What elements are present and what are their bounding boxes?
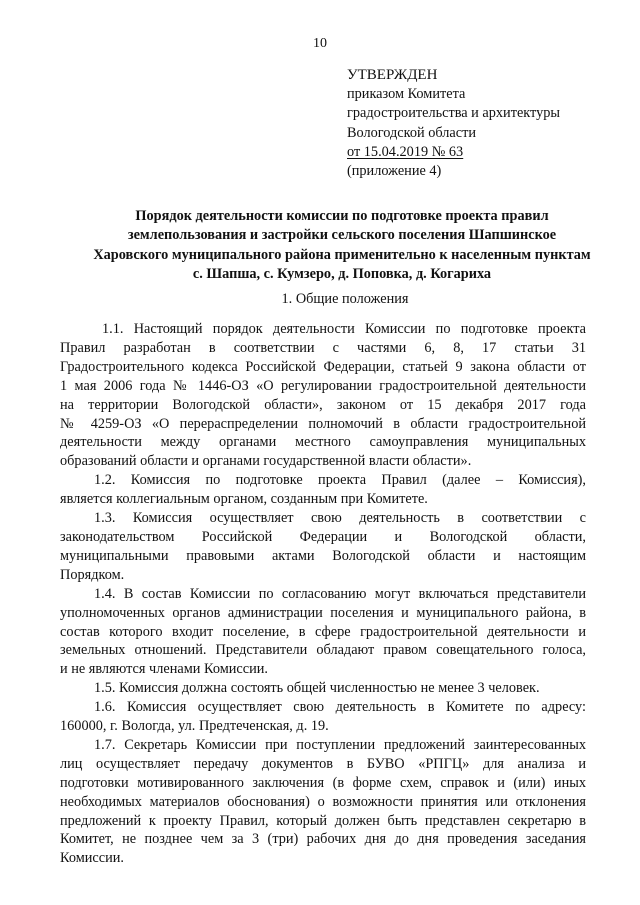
text-line: предложений к проекту Правил, который должен быть представлен секретарю в [60,812,586,829]
text-line: земельных отношений. Представители обладают правом совещательного голоса, [60,642,586,659]
section-heading: 1. Общие положения [281,291,409,307]
approval-title: УТВЕРЖДЕН [347,67,438,83]
text-line: деятельности между органами местного самоуправления муниципальных [60,434,586,451]
approval-line: Вологодской области [347,124,477,141]
text-line: необходимых материалов обоснования) о возможности принятия или отклонения [60,793,586,810]
paragraph-1-1 [60,320,586,471]
title-line: с. Шапша, с. Кумзеро, д. Поповка, д. Когариха [192,266,492,283]
text-line: уполномоченных органов администрации поселения и муниципального района, в [60,604,586,621]
title-line: землепользования и застройки сельского поселения Шапшинское [127,227,557,244]
text-line: 1 мая 2006 года № 1446-ОЗ «О регулировании градостроительной деятельности [60,377,586,394]
text-line: № 4259-ОЗ «О перераспределении полномочий в области градостроительной [60,415,586,432]
text-line: законодательством Российской Федерации и Вологодской области, [60,528,586,545]
text-line: 1.6. Комиссия осуществляет свою деятельность в Комитете по адресу: [94,699,586,716]
text-line: 160000, г. Вологда, ул. Предтеченская, д. 19. [60,718,329,735]
paragraph-1-7 [60,736,586,868]
paragraph-1-2 [60,471,586,509]
title-line: Порядок деятельности комиссии по подготовке проекта правил [135,208,549,224]
text-line: Комитет, не позднее чем за 3 (три) рабочих дня до дня проведения заседания [60,831,586,848]
document-title [80,207,604,285]
approval-line: градостроительства и архитектуры [347,105,561,122]
text-line: Комиссии. [60,850,124,867]
text-line: на территории Вологодской области», законом от 15 декабря 2017 года [60,396,586,413]
page-number: 10 [313,36,327,51]
approval-order-date: от 15.04.2019 № 63 [347,143,464,160]
text-line: Градостроительного кодекса Российской Федерации, статьей 9 закона области от [60,358,586,375]
text-line: лиц осуществляет передачу документов в БУВО «РПГЦ» для анализа и [60,755,586,772]
approval-block [347,66,560,181]
document-body [60,320,586,868]
text-line: и не являются членами Комиссии. [60,661,268,678]
text-line: Правил разработан в соответствии с частями 6, 8, 17 статьи 31 [60,339,586,356]
text-line: 1.1. Настоящий порядок деятельности Комиссии по подготовке проекта [102,321,586,337]
paragraph-1-3 [60,509,586,585]
text-line: состав которого входит поселение, в сфере градостроительной деятельности и [60,623,586,640]
text-line: образований области и органами государственной власти области». [60,453,472,470]
text-line: муниципальными правовыми актами Вологодской области и настоящим [60,547,586,564]
text-line: является коллегиальным органом, созданным при Комитете. [60,491,428,508]
paragraph-1-4 [60,585,586,680]
text-line: 1.2. Комиссия по подготовке проекта Правил (далее – Комиссия), [94,472,586,489]
text-line: Порядком. [60,566,125,583]
approval-appendix: (приложение 4) [347,163,442,180]
paragraph-1-6 [60,698,586,736]
title-line: Харовского муниципального района применительно к населенным пунктам [93,246,591,263]
text-line: 1.3. Комиссия осуществляет свою деятельность в соответствии с [94,510,586,527]
paragraph-1-5 [60,679,586,698]
text-line: 1.4. В состав Комиссии по согласованию могут включаться представители [94,585,586,602]
text-line: подготовки мотивированного заключения (в форме схем, справок и (или) иных [60,774,586,791]
approval-line: приказом Комитета [347,86,466,103]
text-line: 1.5. Комиссия должна состоять общей численностью не менее 3 человек. [94,680,540,697]
text-line: 1.7. Секретарь Комиссии при поступлении предложений заинтересованных [94,736,586,753]
